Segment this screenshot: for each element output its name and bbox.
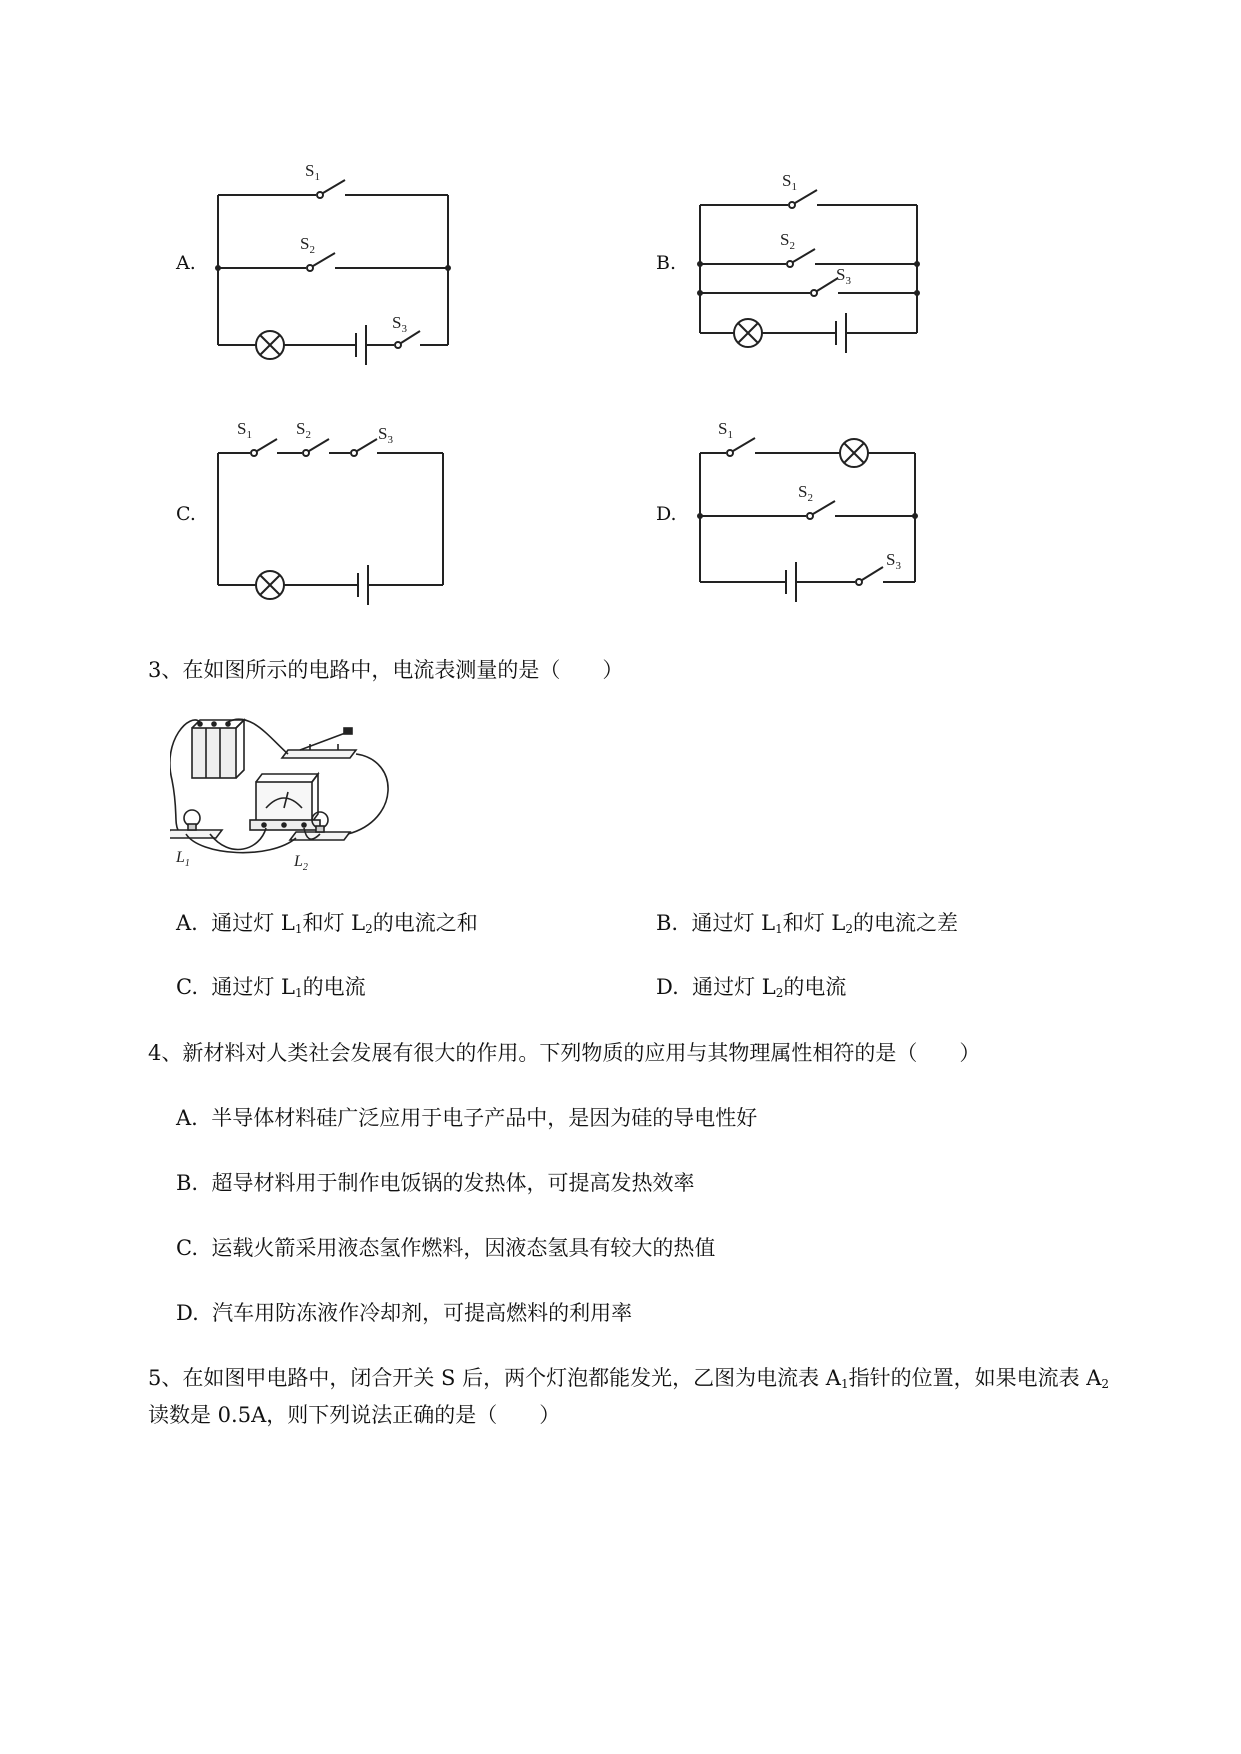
battery-icon: [192, 720, 244, 778]
ammeter-icon: [250, 774, 320, 830]
q3-option-c[interactable]: C. 通过灯 $L_1$的电流: [176, 975, 366, 1000]
switch-label-a-s2: $S_2$: [300, 234, 315, 256]
q5-stem-line1: 5、在如图甲电路中，闭合开关 S 后，两个灯泡都能发光，乙图为电流表 $A_1$指针的位置，如果电流表 $A_2$: [148, 1366, 1110, 1391]
lamp-l1-icon: [170, 810, 222, 838]
switch-label-b-s2: $S_2$: [780, 230, 795, 252]
q4-option-b[interactable]: B. 超导材料用于制作电饭锅的发热体，可提高发热效率: [176, 1171, 695, 1195]
option-b-letter[interactable]: B.: [656, 252, 677, 274]
option-d-letter[interactable]: D.: [656, 503, 677, 525]
label-l1: $L_1$: [176, 849, 190, 869]
switch-label-c-s1: $S_1$: [237, 419, 252, 441]
q4-stem: 4、新材料对人类社会发展有很大的作用。下列物质的应用与其物理属性相符的是（ ）: [148, 1041, 981, 1065]
switch-label-b-s3: $S_3$: [836, 265, 851, 287]
switch-label-b-s1: $S_1$: [782, 171, 797, 193]
q3-apparatus-figure: [170, 710, 410, 870]
circuit-diagrams: [0, 0, 1241, 620]
q4-option-a[interactable]: A. 半导体材料硅广泛应用于电子产品中，是因为硅的导电性好: [176, 1106, 758, 1130]
switch-label-d-s1: $S_1$: [718, 419, 733, 441]
knife-switch-icon: [282, 728, 356, 758]
q5-stem-line2: 读数是 0.5A，则下列说法正确的是（ ）: [148, 1403, 561, 1427]
label-l2: $L_2$: [294, 853, 308, 870]
q3-option-b[interactable]: B. 通过灯 $L_1$和灯 $L_2$的电流之差: [656, 911, 958, 936]
q3-stem: 3、在如图所示的电路中，电流表测量的是（ ）: [148, 658, 624, 682]
switch-label-c-s3: $S_3$: [378, 424, 393, 446]
circuit-c: [218, 439, 443, 605]
circuit-b: [698, 190, 919, 353]
switch-label-a-s3: $S_3$: [392, 313, 407, 335]
switch-label-d-s3: $S_3$: [886, 550, 901, 572]
circuit-a: [216, 180, 450, 365]
switch-label-a-s1: $S_1$: [305, 161, 320, 183]
circuit-d: [698, 438, 917, 602]
option-c-letter[interactable]: C.: [176, 503, 196, 525]
q4-option-c[interactable]: C. 运载火箭采用液态氢作燃料，因液态氢具有较大的热值: [176, 1236, 716, 1260]
switch-label-d-s2: $S_2$: [798, 482, 813, 504]
switch-label-c-s2: $S_2$: [296, 419, 311, 441]
q3-option-d[interactable]: D. 通过灯 $L_2$的电流: [656, 975, 847, 1000]
option-a-letter[interactable]: A.: [176, 252, 196, 274]
q3-option-a[interactable]: A. 通过灯 $L_1$和灯 $L_2$的电流之和: [176, 911, 478, 936]
q4-option-d[interactable]: D. 汽车用防冻液作冷却剂，可提高燃料的利用率: [176, 1301, 633, 1325]
